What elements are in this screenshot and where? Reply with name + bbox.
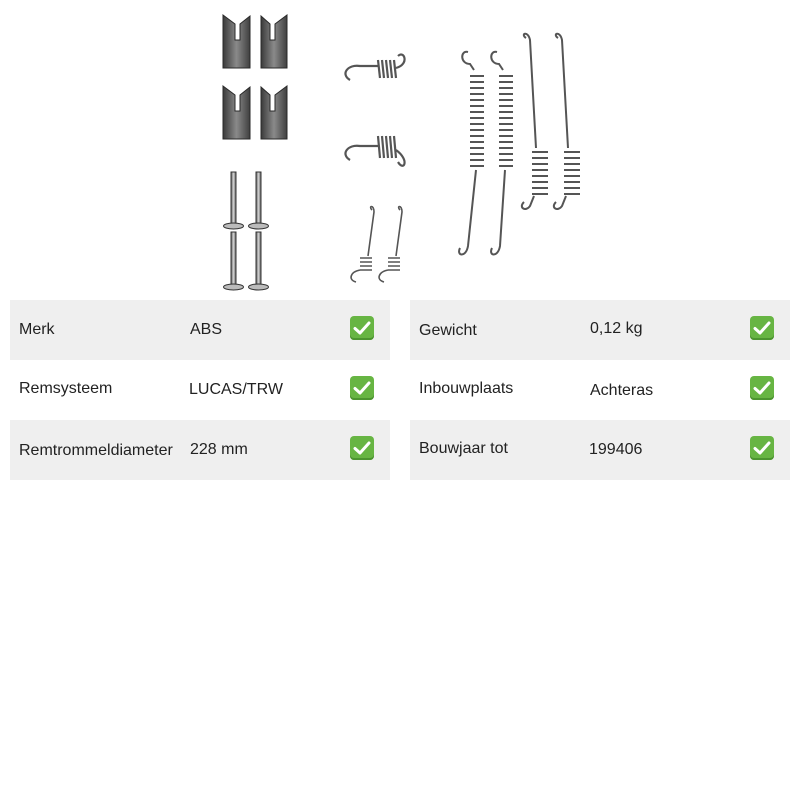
spec-label: Remsysteem [19, 380, 113, 397]
spec-row-remtrommeldiameter [10, 420, 390, 480]
spec-value: Achteras [590, 382, 654, 399]
spec-label: Merk [19, 321, 55, 338]
retaining-clips [223, 15, 287, 139]
check-icon [350, 316, 374, 340]
check-icon [750, 436, 774, 460]
spec-row-merk [10, 300, 390, 360]
spec-value: LUCAS/TRW [189, 381, 283, 398]
spec-row-gewicht [410, 300, 790, 360]
spec-row-inbouwplaats [410, 360, 790, 420]
check-icon [750, 376, 774, 400]
spec-label: Gewicht [419, 322, 477, 339]
spec-value: 199406 [589, 441, 643, 458]
check-icon [750, 316, 774, 340]
check-icon [350, 436, 374, 460]
spec-value: ABS [190, 321, 223, 338]
spec-label: Remtrommeldiameter [19, 442, 173, 459]
product-image [0, 0, 800, 296]
spec-label: Bouwjaar tot [419, 440, 508, 457]
spec-value: 228 mm [190, 441, 248, 458]
spec-table-right [410, 300, 790, 480]
small-hook-springs [345, 55, 404, 166]
hold-down-pins [224, 172, 269, 290]
spec-table-left [10, 300, 390, 480]
tiny-springs [351, 207, 402, 283]
spec-label: Inbouwplaats [419, 380, 514, 397]
spec-row-bouwjaar-tot [410, 420, 790, 480]
spec-value: 0,12 kg [590, 320, 643, 337]
spec-row-remsysteem [10, 360, 390, 420]
check-icon [350, 376, 374, 400]
brake-accessory-kit-illustration [0, 0, 800, 296]
return-springs [459, 34, 580, 255]
